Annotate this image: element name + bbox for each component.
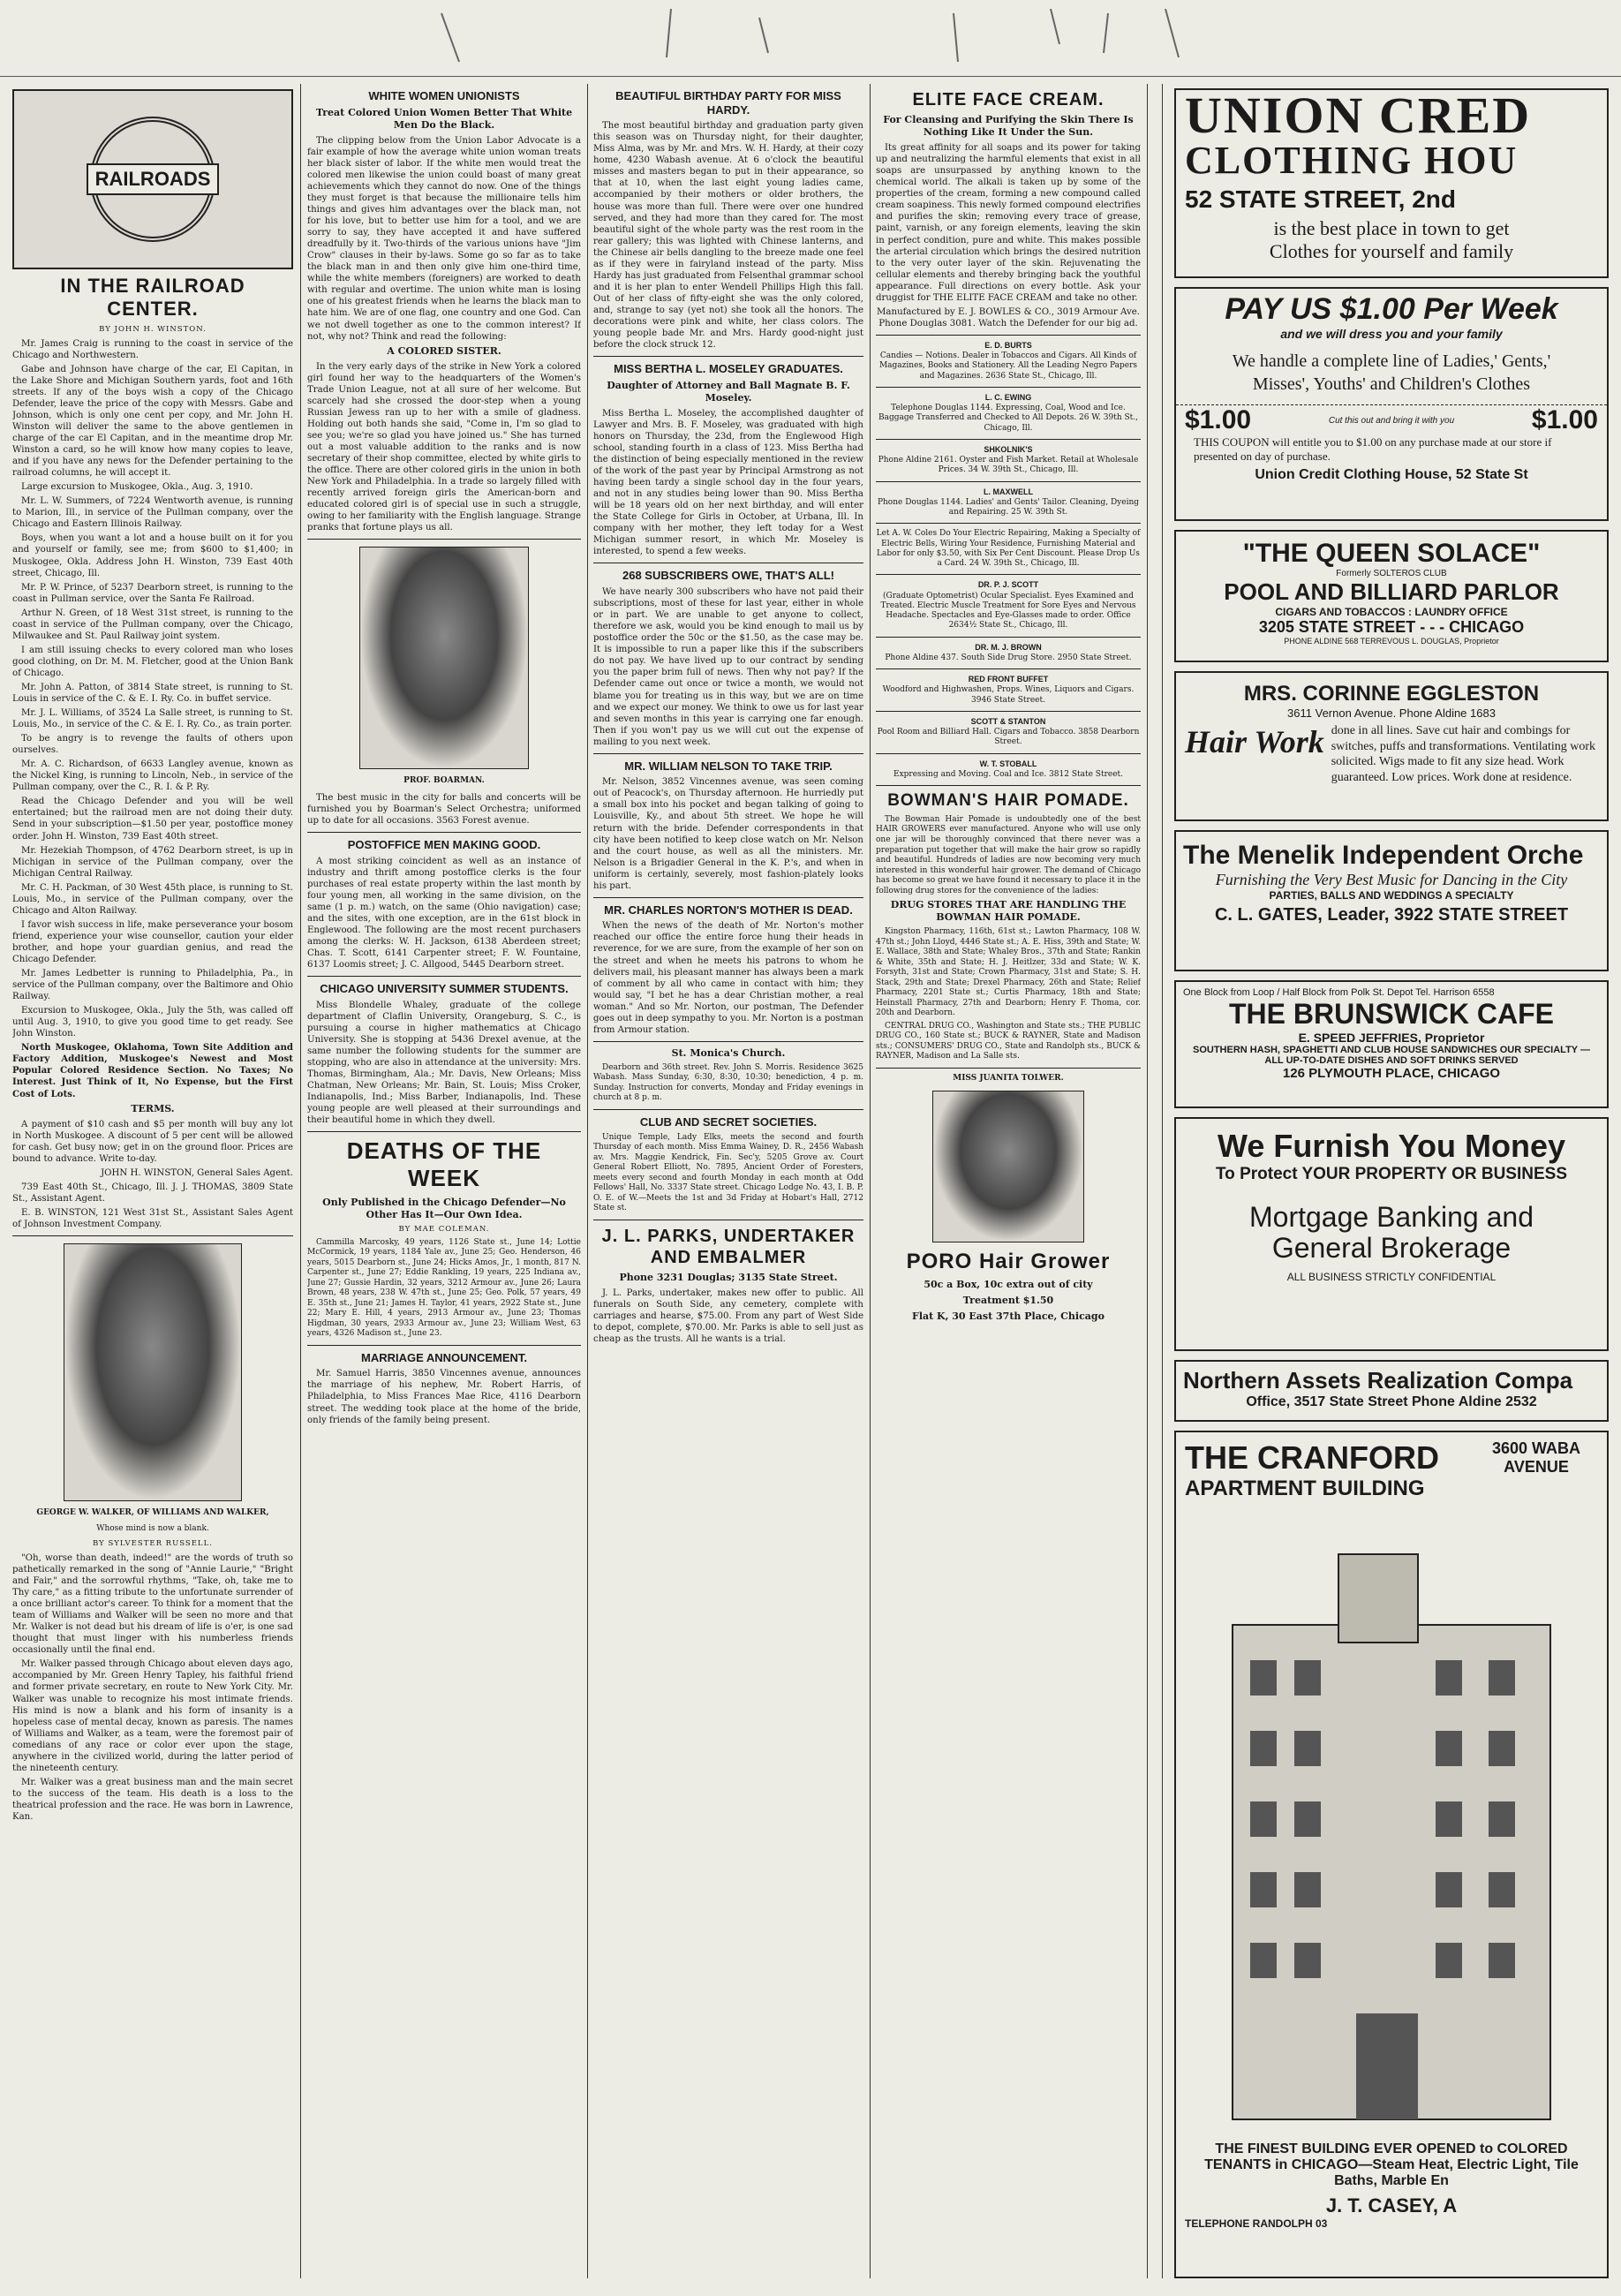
para: "Oh, worse than death, indeed!" are the words of truth so pathetically remarked in the song of "Annie Laurie," "Bright and Fair," and the sorrowful rhythms, "Take, oh, take me to Thy care," as a fitting tribute to the unfortunate surrender of a once brilliant actor's career. To think for a moment that the team of Williams and Walker will be seen no more and that Mr. Walker is not dead but his dream of life is o'er, is one sad thought that must linger with his numberless friends occasionally until the final end. xyxy=(12,1552,293,1656)
para: The best music in the city for balls and concerts will be furnished you by Boarman's Select Orchestra; uniformed up to date for all occasions. 3563 Forest avenue. xyxy=(307,792,581,826)
subhead: For Cleansing and Purifying the Skin There Is Nothing Like It Under the Sun. xyxy=(883,114,1134,139)
para: Mr. A. C. Richardson, of 6633 Langley avenue, known as the Nickel King, is running to Lincoln, Neb., in service of the Pullman company, over the C., R. I. & P. Ry. xyxy=(12,759,293,793)
poro-title: PORO Hair Grower xyxy=(906,1250,1111,1274)
headline-clubs: CLUB AND SECRET SOCIETIES. xyxy=(639,1115,818,1129)
ad-cranford: THE CRANFORD 3600 WABA AVENUE APARTMENT BUILDING THE FINEST BUILDING EVER OPENED to COLORED TENANTS in CHICAGO—Steam Heat, Electric Light, Tile Baths, Marble En J. T. CASEY, A TELEPHONE RANDOLPH 03 xyxy=(1174,1431,1609,2278)
para: A payment of $10 cash and $5 per month will buy any lot in North Muskogee. A discount of 5 per cent will be allowed for cash. Get busy now; get in on the ground floor. Prices are bound to advance. Write to-day. xyxy=(12,1119,293,1164)
headline-postoffice: POSTOFFICE MEN MAKING GOOD. xyxy=(347,838,541,852)
column-unionists xyxy=(307,84,581,2278)
portrait-caption: GEORGE W. WALKER, OF WILLIAMS AND WALKER, xyxy=(36,1508,269,1518)
para: Mr. James Ledbetter is running to Philadelphia, Pa., in service of the Pullman company, over the Baltimore and Ohio Railway. xyxy=(12,969,293,1002)
para: Kingston Pharmacy, 116th, 61st st.; Lawton Pharmacy, 108 W. 47th st.; John Lloyd, 4446 State st.; A. E. Hiss, 39th and State; W. E. Wallace, 38th and State; Whaley Bros., 37th and State; Rankin & White, 35th and State; H. J. Heitlzer, 33d and State; W. K. Forsyth, 31st and State; Crown Pharmacy, 31st and State; S. H. Stack, 29th and State; Drexel Pharmacy, 26th and State; Relief Pharmacy, 2201 State st.; Curtis Pharmacy, 18th and State; Heinstall Pharmacy, 27th and Dearborn; Henry F. Thoma, cor. 20th and Dearborn. xyxy=(876,927,1141,1018)
column-railroad xyxy=(12,84,293,2278)
column-rule xyxy=(300,84,301,2278)
headline-church: St. Monica's Church. xyxy=(671,1046,786,1059)
column-rule xyxy=(1147,84,1148,2278)
listing-ewing: L. C. EWING Telephone Douglas 1144. Expressing, Coal, Wood and Ice. Baggage Transferred and Checked to All Depots. 26 W. 39th St., Chicago, Ill. xyxy=(878,392,1138,433)
railroads-banner xyxy=(12,89,293,269)
divider xyxy=(12,1235,293,1236)
divider xyxy=(876,637,1141,638)
headline-nelson: MR. WILLIAM NELSON TO TAKE TRIP. xyxy=(624,759,833,773)
subhead: Daughter of Attorney and Ball Magnate B. F. Moseley. xyxy=(607,379,850,404)
subhead: Treat Colored Union Women Better That White Men Do the Black. xyxy=(315,106,573,131)
headline-face-cream: ELITE FACE CREAM. xyxy=(912,90,1105,110)
divider xyxy=(876,523,1141,524)
listing-stoball: W. T. STOBALL Expressing and Moving. Coal and Ice. 3812 State Street. xyxy=(893,759,1123,779)
para: Excursion to Muskogee, Okla., July the 5th, was called off until Aug. 3, 1910, to give you good time to get ready. See John Winston. xyxy=(12,1006,293,1039)
para: The clipping below from the Union Labor Advocate is a fair example of how the average white union woman treats her black sister of labor. If the white men would treat the colored men likewise the union could boast of many great achievements which they cannot do now. One of the things they must forget is that because the millionaire tells him things and gives him advantages over the black man, not for his love, but to better use him for a tool, and we are sorry to say, they have accepted it and have suffered dreadfully by it. Two-thirds of the various unions have "Jim Crow" clauses in their by-laws. Some go so far as to take the black man in and then only give him one-third time, while the white members (foreigners) are worked to death with regular and overtime. The union white man is losing one of his greatest friends when he learns the black man to hate him. We are of one flag, one country and one God. Can we not dwell together as one to the common interest? If not, why not? Think and read the following: xyxy=(307,135,581,342)
divider xyxy=(876,785,1141,786)
column-rule xyxy=(587,84,588,2278)
para: We have nearly 300 subscribers who have not paid their subscriptions, most of these for last year, either in whole or in part. We are unable to get anyone to collect, therefore we ask, would you be kind enough to mail us by postoffice order the 50c or the $1.50, as the case may be. It is impossible to run a paper like this if the subscribers do not pay. We have lived up to our contract by sending you the paper brim full of news. Then why not pay? If the Defender came out once or twice a month, we would not blame you for treating us in this way, but we are on time and we expect our money. We think to owe us for last year and seven months in this year is carrying one far enough. Then if you won't pay us we will cut out the expense of mailing to you next week. xyxy=(593,587,863,747)
listing-scott: DR. P. J. SCOTT (Graduate Optometrist) Ocular Specialist. Eyes Examined and Treated. Electric Muscle Treatment for Sore Eyes and Nervous Headache. Spectacles and Eye-Glasses made to order. Office 2634½ State St., Chicago, Ill. xyxy=(880,580,1136,631)
divider xyxy=(876,481,1141,482)
para: E. B. WINSTON, 121 West 31st St., Assistant Sales Agent of Johnson Investment Company. xyxy=(12,1207,293,1230)
para: Miss Blondelle Whaley, graduate of the college department of Claflin University, Orangeburg, S. C., is pursuing a course in higher mathematics at Chicago University. She is stopping at 5436 Drexel avenue, at the same number the following students for the summer are stopping, who are also in attendance at the university: Mrs. Thomas, Birmingham, Ala.; Mr. Davis, New Orleans; Miss Chatman, New Orleans; Mr. Bain, St. Louis; Miss Croker, Indianapolis, Ind.; Miss Barber, Indianapolis, Ind. These young people are well pleased at their surroundings and their beautiful home in which they dwell. xyxy=(307,1000,581,1126)
headline-subscribers: 268 SUBSCRIBERS OWE, THAT'S ALL! xyxy=(622,569,834,583)
byline: BY SYLVESTER RUSSELL. xyxy=(93,1539,213,1549)
headline-parks: J. L. PARKS, UNDERTAKER AND EMBALMER xyxy=(601,1226,856,1267)
divider xyxy=(876,574,1141,575)
para: Read the Chicago Defender and you will be well entertained; but the railroad men are not doing their duty. Send in your subscription—$1.50 per year, postoffice money order. John H. Winston, 739 East 40th street. xyxy=(12,797,293,842)
portrait-caption: MISS JUANITA TOLWER. xyxy=(953,1073,1064,1083)
para: Arthur N. Green, of 18 West 31st street, is running to the coast in service of the Pullman company, over the Chicago, Milwaukee and St. Paul Railway joint system. xyxy=(12,608,293,641)
para: In the very early days of the strike in New York a colored girl found her way to the headquarters of the Women's Trade Union League, not at all sure of her welcome. But scarcely had she crossed the door-step when a young Russian Jewess ran up to her with a smile of gladness. Holding out both hands she said, "Come in, I'm so glad to see you; we're so glad you have joined us." She has turned out a most valuable addition to the ranks and is now secretary of their shop committee, elected by white girls to the office. There are other colored girls in the union in both New York and Philadelphia. In a trade so largely filled with recently arrived foreign girls the American-born and educated colored girl is of special use in such a struggle, owing to her familiarity with the English language. Strange pranks that fortune plays us all. xyxy=(307,361,581,533)
torn-top-edge xyxy=(0,9,1621,71)
subhead: Phone 3231 Douglas; 3135 State Street. xyxy=(619,1271,838,1283)
para: Mr. P. W. Prince, of 5237 Dearborn street, is running to the coast in Pullman service, over the Santa Fe Railroad. xyxy=(12,582,293,604)
subhead: A COLORED SISTER. xyxy=(387,344,501,357)
listing-red-front: RED FRONT BUFFET Woodford and Highwashen, Props. Wines, Liquors and Cigars. 3946 State Street. xyxy=(882,675,1135,705)
portrait-caption: PROF. BOARMAN. xyxy=(403,776,485,786)
ad-pay-weekly: PAY US $1.00 Per Week and we will dress you and your family We handle a complete line of Ladies,' Gents,' Misses', Youths' and Children's Clothes $1.00 Cut this out and bring it with you $1.00 THIS COUPON will entitle you to $1.00 on any purchase made at our store if presented on day of purchase. Union Credit Clothing House, 52 State St xyxy=(1174,287,1609,521)
divider xyxy=(876,387,1141,388)
divider xyxy=(307,976,581,977)
column-society xyxy=(593,84,863,2278)
divider xyxy=(876,668,1141,669)
headline-moseley: MISS BERTHA L. MOSELEY GRADUATES. xyxy=(614,362,843,376)
headline-railroad: IN THE RAILROAD CENTER. xyxy=(60,275,245,321)
para: Mr. Walker passed through Chicago about eleven days ago, accompanied by Mr. Green Henry Tapley, his faithful friend and former private secretary, en route to New York City. Mr. Walker was unable to recognize his most intimate friends. His mind is now a blank and his form of insanity is a hopeless case of mental decay, known as paresis. The names of Williams and Walker, as a team, were the foremost pair of comedians of any race or color ever upon the stage, anywhere in the civilized world, during the latter period of the nineteenth century. xyxy=(12,1659,293,1773)
para: Unique Temple, Lady Elks, meets the second and fourth Thursday of each month. Miss Emma Wainey, D. R., 2456 Wabash av. Mrs. Maggie Kendrick, Fin. Sec'y, 5205 Grove av. Court General Robert Elliott, No. 7895, Ancient Order of Foresters, meets every second and fourth Monday in each month at Odd Fellows' Hall, No. 3337 State street. Chicago Lodge No. 43, I. B. P. O. E. of W.—Meets the 1st and 3d Friday at Hobart's Hall, 2712 State st. xyxy=(593,1132,863,1213)
para: Mr. C. H. Packman, of 30 West 45th place, is running to St. Louis, Mo., in service of the Pullman company, over the Chicago and Alton Railway. xyxy=(12,882,293,916)
para: Dearborn and 36th street. Rev. John S. Morris. Residence 3625 Wabash. Mass Sunday, 6:30, 8:30, 10:30; benediction, 4 p. m. Sunday. Instruction for converts, Monday and Friday evenings in church at 8 p. m. xyxy=(593,1062,863,1103)
divider xyxy=(307,832,581,833)
para: CENTRAL DRUG CO., Washington and State sts.; THE PUBLIC DRUG CO., 160 State st.; BUCK & RAYNER, State and Madison sts.; CONSUMERS' DRUG CO., State and Randolph sts., BUCK & RAYNER, Madison and La Salle sts. xyxy=(876,1021,1141,1061)
para: Cammilla Marcosky, 49 years, 1126 State st., June 14; Lottie McCormick, 19 years, 1184 Yale av., June 25; Geo. Henderson, 46 years, 5015 Dearborn st., June 24; Hicks Amos, Jr., 1 month, 817 N. Carpenter st., June 27; Eddie Rankling, 19 years, 225 Indiana av., June 27; Gussie Hardin, 32 years, 3212 Armour av., June 26; Laura Brown, 48 years, 238 W. 47th st., June 25; Geo. Polk, 57 years, 49 E. 35th st., June 21; James H. Taylor, 41 years, 2922 State st., June 22; Mary E. Hill, 4 years, 2913 Armour av., June 23; Thomas Higdman, 30 years, 2933 Armour av., June 23; William West, 63 years, 4326 Madison st., June 23. xyxy=(307,1237,581,1339)
divider xyxy=(593,1041,863,1042)
divider xyxy=(593,753,863,754)
headline-marriage: MARRIAGE ANNOUNCEMENT. xyxy=(360,1350,528,1364)
para: To be angry is to revenge the faults of others upon ourselves. xyxy=(12,734,293,756)
tolwer-portrait xyxy=(932,1091,1084,1242)
divider xyxy=(307,539,581,540)
para: Boys, when you want a lot and a house built on it for you and yourself or family, see me; from $600 to $1,400; in Muskogee, Okla. Address John H. Winston, 739 East 40th street, Chicago, Ill. xyxy=(12,533,293,578)
column-ads-local xyxy=(876,84,1141,2278)
para: Large excursion to Muskogee, Okla., Aug. 3, 1910. xyxy=(21,482,253,493)
divider xyxy=(307,1345,581,1346)
ad-northern-assets: Northern Assets Realization Compa Office, 3517 State Street Phone Aldine 2532 xyxy=(1174,1360,1609,1422)
headline-unionists: WHITE WOMEN UNIONISTS xyxy=(368,89,520,102)
para: North Muskogee, Oklahoma, Town Site Addition and Factory Addition, Muskogee's Newest and Most Popular Colored Residence Section. No Taxes; No Interest. Just Think of It, No Expense, but the First Cost of Lots. xyxy=(12,1042,293,1099)
column-rule xyxy=(1162,84,1163,2278)
deaths-title: DEATHS OF THE WEEK xyxy=(346,1137,542,1192)
listing-maxwell: L. MAXWELL Phone Douglas 1144. Ladies' and Gents' Tailor. Cleaning, Dyeing and Repairing. 25 W. 39th St. xyxy=(877,487,1140,517)
ad-union-credit: UNION CRED CLOTHING HOU 52 STATE STREET, 2nd is the best place in town to get Clothes for yourself and family xyxy=(1174,88,1609,278)
poro-address: Flat K, 30 East 37th Place, Chicago xyxy=(912,1310,1105,1323)
para: Mr. Samuel Harris, 3850 Vincennes avenue, announces the marriage of his nephew, Mr. Robert Harris, of Philadelphia, to Miss Frances Mae Rice, 4116 Dearborn street. The wedding took place at the home of the bride, only friends of the family being present. xyxy=(307,1369,581,1425)
listing-shkolnik: SHKOLNIK'S Phone Aldine 2161. Oyster and Fish Market. Retail at Wholesale Prices. 34 W. 39th St., Chicago, Ill. xyxy=(878,444,1139,475)
divider xyxy=(593,1109,863,1110)
divider xyxy=(876,1068,1141,1069)
byline: BY MAE COLEMAN. xyxy=(398,1224,490,1234)
poro-treatment: Treatment $1.50 xyxy=(962,1295,1054,1307)
divider xyxy=(876,711,1141,712)
subhead: DRUG STORES THAT ARE HANDLING THE BOWMAN HAIR POMADE. xyxy=(890,899,1127,924)
listing-brown: DR. M. J. BROWN Phone Aldine 437. South Side Drug Store. 2950 State Street. xyxy=(885,642,1132,662)
headline-pomade: BOWMAN'S HAIR POMADE. xyxy=(887,791,1129,811)
column-rule xyxy=(870,84,871,2278)
para: Mr. Walker was a great business man and the main secret to the success of the team. His death is a loss to the theatrical profession and the race. He was born in Lawrence, Kan. xyxy=(12,1777,293,1822)
para: Mr. John A. Patton, of 3814 State street, is running to St. Louis in service of the C. & E. I. Ry. Co. in buffet service. xyxy=(12,682,293,705)
terms-heading: TERMS. xyxy=(131,1102,175,1114)
para: A most striking coincident as well as an instance of industry and thrift among postoffice clerks is the four purchases of real estate property within the last month by four young men, all working in the same division, on the same (1 p. m.) watch, on the same (Ohio navigation) case; and the sites, with one exception, are in the 61st block in Englewood. The following are the most recent purchasers among the clerks: W. H. Jackson, 6138 Aberdeen street; Chas. T. Scott, 6141 Carpenter street; F. W. Fountaine, 6137 Loomis street; J. C. Allgood, 5445 Dearborn street. xyxy=(307,856,581,971)
boarman-portrait xyxy=(359,547,529,769)
portrait-subcaption: Whose mind is now a blank. xyxy=(96,1523,209,1533)
para: Mr. James Craig is running to the coast in service of the Chicago and Northwestern. xyxy=(12,338,293,360)
divider xyxy=(876,335,1141,336)
banner-text: RAILROADS xyxy=(87,163,220,195)
walker-portrait xyxy=(64,1243,242,1501)
top-rule xyxy=(0,76,1621,77)
para: J. L. Parks, undertaker, makes new offer to public. All funerals on South Side, any cemetery, complete with carriages and hearse, $75.00. From any part of West Side to depot, complete, $70.00. Mr. Parks is able to sell just as cheap as the trusts. All he wants is a trial. xyxy=(593,1288,863,1344)
headline-birthday: BEAUTIFUL BIRTHDAY PARTY FOR MISS HARDY. xyxy=(615,89,841,117)
para: 739 East 40th St., Chicago, Ill. J. J. THOMAS, 3809 State St., Assistant Agent. xyxy=(12,1182,293,1204)
para: The most beautiful birthday and graduation party given this season was on Thursday night, for their daughter, Miss Alma, was by Mr. and Mrs. W. H. Hardy, at their cozy home, 4230 Wabash avenue. At 6 o'clock the beautiful misses and masters began to put in their appearance, so that at 10, when the last eight young ladies came, accompanied by their mothers or older brothers, the house was more than full. There were over one hundred served, and they had more than they cared for. The most beautiful sight of the whole party was the rest room in the rear gallery; this was lighted with Chinese lanterns, and the Chinese air bells dangling to the breeze made one feel as if they were in fairyland instead of the party. Miss Hardy has just graduated from Felsenthal grammar school and it is her plan to enter Wendell Phillips High this fall. Out of her class of fifty-eight she was the only colored, and, strange to say (yet not) she took all the honors. The decorations were pink and white, her class colors. The young people bade Mr. and Mrs. Hardy good-night just before the clock struck 12. xyxy=(593,121,863,351)
listing-burts: E. D. BURTS Candies — Notions. Dealer in Tobaccos and Cigars. All Kinds of Magazines, Books and Stationery. All the Leading Negro Papers and Magazines. 2636 State St., Chicago, Ill. xyxy=(878,340,1138,381)
ad-brunswick: One Block from Loop / Half Block from Polk St. Depot Tel. Harrison 6558 THE BRUNSWICK CAFE E. SPEED JEFFRIES, Proprietor SOUTHERN HASH, SPAGHETTI AND CLUB HOUSE SANDWICHES OUR SPECIALTY — ALL UP-TO-DATE DISHES AND SOFT DRINKS SERVED 126 PLYMOUTH PLACE, CHICAGO xyxy=(1174,980,1609,1108)
para: Gabe and Johnson have charge of the car, El Capitan, in the Lake Shore and Michigan Southern yards, foot and 16th streets. If any of the boys wish a copy of the Chicago Defender, leave the price of the copy with Messrs. Gabe and Johnson, which is only one cent per copy, and Mr. John H. Winston will deliver the same to the above gentlemen in charge of the car El Capitan, and in the meantime drop Mr. Winston a card, so he will know how many copies to leave, and if you have any news for the Defender pertaining to the railroad columns, he will accept it. xyxy=(12,364,293,479)
byline: BY JOHN H. WINSTON. xyxy=(99,324,207,334)
divider xyxy=(876,439,1141,440)
ad-queen-solace: "THE QUEEN SOLACE" Formerly SOLTEROS CLUB POOL AND BILLIARD PARLOR CIGARS AND TOBACCOS : LAUNDRY OFFICE 3205 STATE STREET - - - CHICAGO PHONE ALDINE 568 TERREVOUS L. DOUGLAS, Proprietor xyxy=(1174,530,1609,662)
ad-menelik: The Menelik Independent Orche Furnishing the Very Best Music for Dancing in the City PARTIES, BALLS AND WEDDINGS A SPECIALTY C. L. GATES, Leader, 3922 STATE STREET xyxy=(1174,830,1609,971)
divider xyxy=(593,897,863,898)
para: JOHN H. WINSTON, General Sales Agent. xyxy=(101,1167,293,1178)
para: Miss Bertha L. Moseley, the accomplished daughter of Lawyer and Mrs. B. F. Moseley, was graduated with high honors on Thursday, the 23d, from the Englewood High school, standing fourth in a class of 123. Miss Bertha had the distinction of being especially mentioned in the review of the work of the past year by Principal Armstrong as not having been tardy a single school day in the four years, and not in any studies being lower than 90. Miss Bertha will be 18 years old on her next birthday, and will enter the State College for Girls in October, at Urbana, Ill. In company with her mother, they left today for a West Michigan summer resort, in which Mr. Moseley is interested, to spend a few weeks. xyxy=(593,408,863,557)
divider xyxy=(593,356,863,357)
listing-scott-stanton: SCOTT & STANTON Pool Room and Billiard Hall. Cigars and Tobacco. 3858 Dearborn Street. xyxy=(877,716,1140,747)
para: Mr. Nelson, 3852 Vincennes avenue, was seen coming out of Peacock's, on Thursday afternoon. He hurriedly put a small box into his pocket and began talking of going to Louisville, Ky., and about 5th street. We hope he will return with the bride. Defender correspondents in that city have been notified to keep close watch on Mr. Nelson and the court house, as well as all the ministers. Mr. Nelson is a Brigadier General in the K. P.'s, and when in uniform is certainly, severely, most fashion-plately looks his part. xyxy=(593,777,863,891)
listing-coles: Let A. W. Coles Do Your Electric Repairing, Making a Specialty of Electric Bells, Wiring Your Residence, Furnishing Material and Labor for only $3.50, with Six Per Cent Discount. Please Drop Us a Card. 24 W. 39th St., Chicago, Ill. xyxy=(876,529,1141,569)
divider xyxy=(307,1131,581,1132)
para: I favor wish success in life, make perseverance your bosom friend, experience your wise counsellor, caution your elder brother, and hope your guardian genius, and read the Chicago Defender. xyxy=(12,919,293,964)
para: I am still issuing checks to every colored man who loses good clothing, on Dr. M. M. Fletcher, good at the Union Bank of Chicago. xyxy=(12,645,293,678)
para: Mr. L. W. Summers, of 7224 Wentworth avenue, is running to Marion, Ill., in service of the Pullman company, over the Chicago and Eastern Illinois Railway. xyxy=(12,496,293,530)
ad-eggleston: MRS. CORINNE EGGLESTON 3611 Vernon Avenue. Phone Aldine 1683 Hair Work done in all lines. Save cut hair and combings for switches, puffs and transformations. Ventilating work solicited. Wigs made to fit any size head. Work guaranteed. Low prices. Work done at residence. xyxy=(1174,671,1609,821)
para: When the news of the death of Mr. Norton's mother reached our office the entire force hung their heads in reverence, for we are sure, from the example of her son on the street and when he meets his patrons to whom he delivers mail, his pleasant manner has always been a mark of comment by all who came in contact with him; they would say, "I bet he has a dear Christian mother, a real woman." And so Mr. Norton, our postman, The Defender goes out in deep sympathy to you. Mr. Norton is a postman from Armour station. xyxy=(593,921,863,1035)
deaths-subhead: Only Published in the Chicago Defender—No Other Has It—Our Own Idea. xyxy=(322,1196,566,1220)
para: The Bowman Hair Pomade is undoubtedly one of the best HAIR GROWERS ever manufactured. Anyone who will use only one jar will be thoroughly convinced that there never was a preparation put together that will make the hair grow so rapidly and beautiful. Hundreds of ladies are now becoming very much interested in this wonderful hair grower. The demand of Chicago has become so great we have found it necessary to place it in the following drug stores for the convenience of the ladies: xyxy=(876,814,1141,895)
headline-students: CHICAGO UNIVERSITY SUMMER STUDENTS. xyxy=(320,982,569,996)
para: Its great affinity for all soaps and its power for taking up and neutralizing the harmful elements that exist in all soaps are unsurpassed by anything known to the chemical world. The alkali is taken up by some of the properties of the cream, forming a new compound called cream soapiness. This newly formed compound electrifies and purifies the skin; removing every trace of grease, paint, varnish, or any foreign elements, leaving the skin in perfect condition, pure and white. This makes possible the arterial circulation which brings the desired nutrition to the very outer layer of the skin. Rejuvenating the cellular elements and thereby bringing back the youthful appearance. Full directions on every bottle. Ask your druggist for THE ELITE FACE CREAM and take no other. xyxy=(876,143,1141,303)
divider xyxy=(876,753,1141,754)
para: Mr. J. L. Williams, of 3524 La Salle street, is running to St. Louis, Mo., in service of the C. & E. I. Ry. Co., as train porter. xyxy=(12,708,293,730)
ad-furnish-money: We Furnish You Money To Protect YOUR PROPERTY OR BUSINESS Mortgage Banking and General Brokerage ALL BUSINESS STRICTLY CONFIDENTIAL xyxy=(1174,1117,1609,1351)
building-illustration xyxy=(1197,1519,1586,2137)
headline-norton: MR. CHARLES NORTON'S MOTHER IS DEAD. xyxy=(604,903,853,917)
poro-price: 50c a Box, 10c extra out of city xyxy=(924,1279,1093,1291)
coupon: $1.00 Cut this out and bring it with you $1.00 xyxy=(1176,404,1607,435)
para: Manufactured by E. J. BOWLES & CO., 3019 Armour Ave. Phone Douglas 3081. Watch the Defender for our big ad. xyxy=(877,306,1140,329)
para: Mr. Hezekiah Thompson, of 4762 Dearborn street, is up in Michigan in service of the Pullman company, over the Michigan Central Railway. xyxy=(12,845,293,879)
